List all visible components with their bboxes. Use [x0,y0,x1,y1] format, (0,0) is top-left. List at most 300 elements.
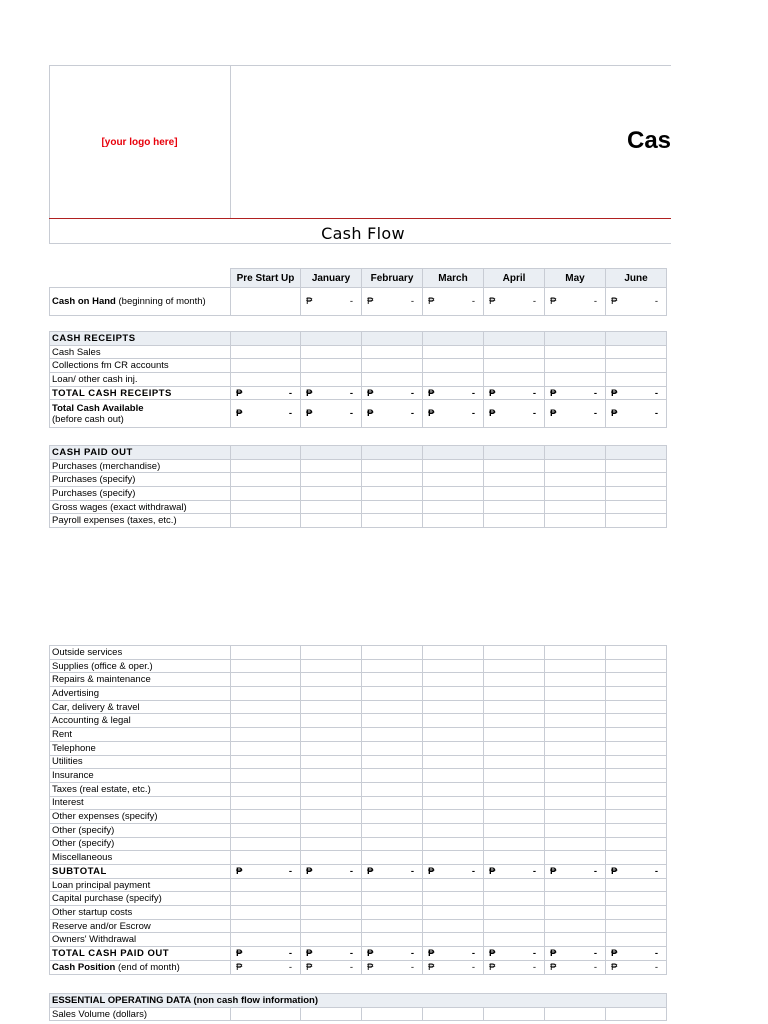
input-cell[interactable] [484,673,545,687]
input-cell[interactable] [606,514,667,528]
input-cell[interactable] [484,446,545,460]
amount-cell[interactable] [545,400,606,428]
input-cell[interactable] [362,700,423,714]
input-cell[interactable] [362,373,423,387]
input-cell[interactable] [545,837,606,851]
input-cell[interactable] [231,646,301,660]
input-cell[interactable] [231,659,301,673]
column-header: March [423,269,484,288]
input-cell[interactable] [545,878,606,892]
input-cell[interactable] [231,673,301,687]
input-cell[interactable] [423,919,484,933]
input-cell[interactable] [423,878,484,892]
input-cell[interactable] [362,459,423,473]
currency-symbol: ₱ [428,387,435,399]
input-cell[interactable] [231,878,301,892]
amount-cell[interactable] [606,960,667,974]
input-cell[interactable] [484,933,545,947]
input-cell[interactable] [423,446,484,460]
input-cell[interactable] [362,919,423,933]
amount-value [364,962,420,973]
amount-cell[interactable] [362,400,423,428]
amount-cell[interactable] [423,400,484,428]
input-cell[interactable] [484,892,545,906]
input-cell[interactable] [423,487,484,501]
input-cell[interactable] [484,810,545,824]
amount-cell[interactable] [301,400,362,428]
input-cell[interactable] [362,823,423,837]
amount-cell[interactable] [545,947,606,961]
input-cell[interactable] [231,687,301,701]
input-cell[interactable] [362,687,423,701]
amount-cell[interactable] [301,960,362,974]
input-cell[interactable] [423,782,484,796]
input-cell[interactable] [484,514,545,528]
input-cell[interactable] [423,687,484,701]
input-cell[interactable] [484,459,545,473]
input-cell[interactable] [606,878,667,892]
input-cell[interactable] [301,473,362,487]
currency-symbol: ₱ [550,296,557,307]
input-cell[interactable] [423,741,484,755]
input-cell[interactable] [606,687,667,701]
receipt-row [50,359,667,373]
input-cell[interactable] [484,487,545,501]
amount-cell[interactable] [423,865,484,879]
input-cell[interactable] [231,514,301,528]
amount-cell[interactable] [231,400,301,428]
input-cell[interactable] [545,741,606,755]
input-cell[interactable] [301,673,362,687]
input-cell[interactable] [606,919,667,933]
input-cell[interactable] [484,823,545,837]
input-cell[interactable] [301,782,362,796]
input-cell[interactable] [301,500,362,514]
input-cell[interactable] [362,332,423,346]
input-cell[interactable] [423,373,484,387]
input-cell[interactable] [545,373,606,387]
expense-row-label: Purchases (merchandise) [50,459,231,473]
amount-cell[interactable] [545,288,606,316]
amount-value [303,408,359,419]
input-cell[interactable] [423,851,484,865]
input-cell[interactable] [423,345,484,359]
input-cell[interactable] [301,714,362,728]
amount-cell[interactable] [606,288,667,316]
input-cell[interactable] [301,487,362,501]
input-cell[interactable] [606,714,667,728]
input-cell[interactable] [362,500,423,514]
input-cell[interactable] [231,700,301,714]
input-cell[interactable] [231,473,301,487]
input-cell[interactable] [423,646,484,660]
input-cell[interactable] [545,359,606,373]
input-cell[interactable] [362,851,423,865]
input-cell[interactable] [301,796,362,810]
input-cell[interactable] [545,487,606,501]
input-cell[interactable] [362,741,423,755]
input-cell[interactable] [231,933,301,947]
input-cell[interactable] [484,728,545,742]
input-cell[interactable] [301,919,362,933]
input-cell[interactable] [484,359,545,373]
input-cell[interactable] [231,919,301,933]
input-cell[interactable] [423,796,484,810]
input-cell[interactable] [301,332,362,346]
input-cell[interactable] [484,837,545,851]
amount-value [547,962,603,973]
input-cell[interactable] [362,755,423,769]
input-cell[interactable] [231,810,301,824]
input-cell[interactable] [606,755,667,769]
input-cell[interactable] [231,359,301,373]
input-cell[interactable] [606,796,667,810]
input-cell[interactable] [484,345,545,359]
input-cell[interactable] [301,728,362,742]
input-cell[interactable] [606,837,667,851]
input-cell[interactable] [545,823,606,837]
input-cell[interactable] [423,473,484,487]
input-cell[interactable] [231,782,301,796]
amount-cell[interactable] [606,947,667,961]
input-cell[interactable] [545,769,606,783]
input-cell[interactable] [606,500,667,514]
amount-cell[interactable] [362,386,423,400]
amount-cell[interactable] [301,865,362,879]
input-cell[interactable] [231,446,301,460]
input-cell[interactable] [423,359,484,373]
currency-symbol: ₱ [611,296,618,307]
expense-row [50,741,667,755]
amount-cell[interactable] [606,400,667,428]
input-cell[interactable] [301,359,362,373]
input-cell[interactable] [231,741,301,755]
amount-cell[interactable] [362,960,423,974]
input-cell[interactable] [301,892,362,906]
amount-cell[interactable] [301,386,362,400]
input-cell[interactable] [545,892,606,906]
document-title: Cash Flow [321,224,405,243]
expense-row-label: Other (specify) [50,823,231,837]
input-cell[interactable] [301,741,362,755]
input-cell[interactable] [423,500,484,514]
input-cell[interactable] [606,345,667,359]
input-cell[interactable] [606,332,667,346]
input-cell[interactable] [423,755,484,769]
input-cell[interactable] [362,514,423,528]
input-cell[interactable] [545,782,606,796]
section-header [50,332,667,346]
currency-symbol: ₱ [489,961,496,973]
input-cell[interactable] [606,810,667,824]
input-cell[interactable] [484,851,545,865]
amount-cell[interactable] [484,865,545,879]
input-cell[interactable] [362,892,423,906]
input-cell[interactable] [545,673,606,687]
currency-symbol: ₱ [489,387,496,399]
input-cell[interactable] [606,851,667,865]
title-divider [49,218,671,219]
input-cell[interactable] [362,837,423,851]
input-cell[interactable] [606,473,667,487]
expense-row-label: Other startup costs [50,906,231,920]
input-cell[interactable] [606,659,667,673]
currency-symbol: ₱ [306,961,313,973]
input-cell[interactable] [301,1007,362,1021]
input-cell[interactable] [231,500,301,514]
input-cell[interactable] [301,646,362,660]
input-cell[interactable] [362,878,423,892]
input-cell[interactable] [301,659,362,673]
input-cell[interactable] [606,459,667,473]
input-cell[interactable] [545,446,606,460]
input-cell[interactable] [423,332,484,346]
input-cell[interactable] [545,500,606,514]
input-cell[interactable] [362,769,423,783]
input-cell[interactable] [423,459,484,473]
essential-row-label: Sales Volume (dollars) [50,1007,231,1021]
input-cell[interactable] [606,359,667,373]
input-cell[interactable] [606,373,667,387]
input-cell[interactable] [301,345,362,359]
input-cell[interactable] [545,810,606,824]
input-cell[interactable] [545,755,606,769]
input-cell[interactable] [606,700,667,714]
input-cell[interactable] [423,728,484,742]
input-cell[interactable] [545,514,606,528]
input-cell[interactable] [545,687,606,701]
input-cell[interactable] [301,755,362,769]
expense-row [50,646,667,660]
input-cell[interactable] [362,487,423,501]
input-cell[interactable] [545,933,606,947]
input-cell[interactable] [606,892,667,906]
input-cell[interactable] [362,646,423,660]
input-cell[interactable] [362,446,423,460]
input-cell[interactable] [301,837,362,851]
input-cell[interactable] [231,728,301,742]
input-cell[interactable] [231,459,301,473]
input-cell[interactable] [484,1007,545,1021]
input-cell[interactable] [423,823,484,837]
input-cell[interactable] [423,769,484,783]
input-cell[interactable] [231,487,301,501]
input-cell[interactable] [545,796,606,810]
input-cell[interactable] [301,851,362,865]
input-cell[interactable] [301,823,362,837]
input-cell[interactable] [545,1007,606,1021]
input-cell[interactable] [606,487,667,501]
amount-cell[interactable] [423,288,484,316]
amount-cell[interactable] [301,288,362,316]
input-cell[interactable] [423,892,484,906]
expense-row-label: Accounting & legal [50,714,231,728]
input-cell[interactable] [484,373,545,387]
amount-cell[interactable] [231,960,301,974]
amount-cell[interactable] [423,386,484,400]
amount-cell[interactable] [545,386,606,400]
input-cell[interactable] [606,769,667,783]
input-cell[interactable] [545,728,606,742]
input-cell[interactable] [423,837,484,851]
input-cell[interactable] [606,782,667,796]
input-cell[interactable] [484,659,545,673]
input-cell[interactable] [362,714,423,728]
input-cell[interactable] [362,345,423,359]
input-cell[interactable] [545,345,606,359]
input-cell[interactable] [545,459,606,473]
input-cell[interactable] [606,933,667,947]
header-blank [50,269,231,288]
input-cell[interactable] [423,933,484,947]
input-cell[interactable] [484,755,545,769]
zero-dash: - [532,296,536,307]
input-cell[interactable] [362,728,423,742]
total-paid-row-label: TOTAL CASH PAID OUT [50,947,231,961]
input-cell[interactable] [606,1007,667,1021]
input-cell[interactable] [301,514,362,528]
zero-dash: - [654,408,658,420]
input-cell[interactable] [423,714,484,728]
input-cell[interactable] [362,1007,423,1021]
input-cell[interactable] [301,878,362,892]
expense-row [50,500,667,514]
input-cell[interactable] [484,714,545,728]
input-cell[interactable] [606,823,667,837]
input-cell[interactable] [362,359,423,373]
input-cell[interactable] [362,906,423,920]
input-cell[interactable] [231,892,301,906]
input-cell[interactable] [606,906,667,920]
zero-dash: - [410,865,414,877]
input-cell[interactable] [231,837,301,851]
input-cell[interactable] [484,782,545,796]
input-cell[interactable] [231,769,301,783]
input-cell[interactable] [301,373,362,387]
input-cell[interactable] [231,796,301,810]
input-cell[interactable] [545,659,606,673]
amount-cell[interactable] [484,386,545,400]
input-cell[interactable] [545,700,606,714]
amount-value [303,866,359,877]
amount-cell[interactable] [606,865,667,879]
amount-cell[interactable] [362,288,423,316]
input-cell[interactable] [231,373,301,387]
amount-cell[interactable] [231,386,301,400]
input-cell[interactable] [362,796,423,810]
amount-cell[interactable] [484,288,545,316]
amount-cell[interactable] [545,960,606,974]
input-cell[interactable] [231,332,301,346]
expense-row [50,459,667,473]
input-cell[interactable] [231,1007,301,1021]
input-cell[interactable] [606,646,667,660]
input-cell[interactable] [484,919,545,933]
input-cell[interactable] [606,673,667,687]
input-cell[interactable] [301,769,362,783]
input-cell[interactable] [301,933,362,947]
amount-cell[interactable] [423,960,484,974]
input-cell[interactable] [301,459,362,473]
input-cell[interactable] [423,514,484,528]
amount-cell[interactable] [362,865,423,879]
input-cell[interactable] [484,646,545,660]
input-cell[interactable] [362,933,423,947]
expense-row-label: Purchases (specify) [50,473,231,487]
input-cell[interactable] [545,851,606,865]
input-cell[interactable] [484,687,545,701]
input-cell[interactable] [362,782,423,796]
amount-cell[interactable] [231,947,301,961]
amount-cell[interactable] [545,865,606,879]
input-cell[interactable] [231,755,301,769]
input-cell[interactable] [301,810,362,824]
input-cell[interactable] [484,906,545,920]
input-cell[interactable] [423,659,484,673]
expense-row-label: Telephone [50,741,231,755]
input-cell[interactable] [484,500,545,514]
input-cell[interactable] [423,673,484,687]
input-cell[interactable] [362,673,423,687]
amount-cell[interactable] [606,386,667,400]
input-cell[interactable] [484,878,545,892]
input-cell[interactable] [231,851,301,865]
amount-cell[interactable] [231,865,301,879]
input-cell[interactable] [484,796,545,810]
input-cell[interactable] [484,741,545,755]
amount-cell[interactable] [362,947,423,961]
input-cell[interactable] [231,906,301,920]
input-cell[interactable] [301,700,362,714]
input-cell[interactable] [606,728,667,742]
input-cell[interactable] [301,906,362,920]
amount-cell[interactable] [484,960,545,974]
input-cell[interactable] [606,446,667,460]
input-cell[interactable] [545,714,606,728]
input-cell[interactable] [362,659,423,673]
input-cell[interactable] [301,446,362,460]
input-cell[interactable] [423,810,484,824]
input-cell[interactable] [231,345,301,359]
input-cell[interactable] [231,823,301,837]
input-cell[interactable] [484,332,545,346]
input-cell[interactable] [545,473,606,487]
input-cell[interactable] [545,919,606,933]
input-cell[interactable] [423,700,484,714]
total-available-label [50,400,231,428]
amount-cell[interactable] [423,947,484,961]
input-cell[interactable] [362,810,423,824]
input-cell[interactable] [545,646,606,660]
input-cell[interactable] [484,700,545,714]
amount-cell[interactable] [301,947,362,961]
input-cell[interactable] [484,769,545,783]
input-cell[interactable] [362,473,423,487]
amount-cell[interactable] [484,400,545,428]
zero-dash: - [593,961,597,973]
receipt-row [50,345,667,359]
input-cell[interactable] [545,332,606,346]
input-cell[interactable] [484,473,545,487]
input-cell[interactable] [545,906,606,920]
input-cell[interactable] [301,687,362,701]
input-cell[interactable] [606,741,667,755]
input-cell[interactable] [423,1007,484,1021]
input-cell[interactable] [423,906,484,920]
input-cell[interactable] [231,714,301,728]
amount-cell[interactable] [484,947,545,961]
input-cell[interactable] [231,288,301,316]
